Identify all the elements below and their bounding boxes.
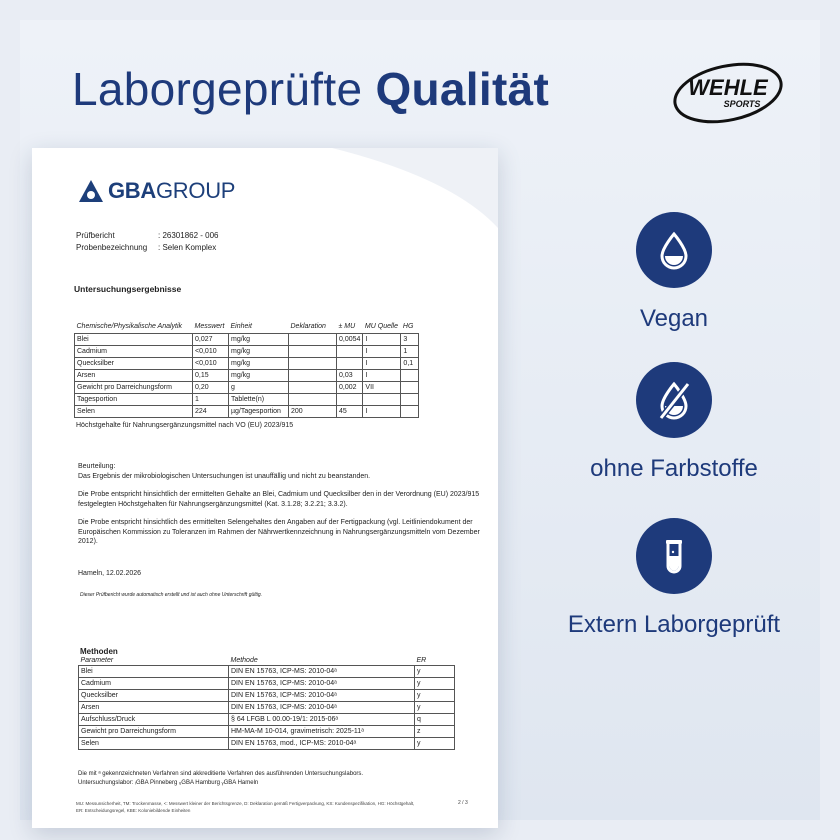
methods-cell: DIN EN 15763, ICP-MS: 2010-04ᵃ — [229, 689, 415, 701]
feature-label: ohne Farbstoffe — [590, 455, 758, 482]
wehle-sports-logo — [672, 62, 784, 124]
results-cell: 45 — [337, 405, 363, 417]
results-cell: 0,002 — [337, 381, 363, 393]
results-cell — [289, 393, 337, 405]
results-cell: mg/kg — [229, 333, 289, 345]
page-headline — [72, 62, 549, 116]
results-cell — [289, 369, 337, 381]
results-cell: 0,0054 — [337, 333, 363, 345]
results-row — [75, 345, 419, 357]
results-cell: 0,027 — [193, 333, 229, 345]
results-cell — [337, 357, 363, 369]
results-col-header: Messwert — [194, 323, 225, 331]
methods-cell: DIN EN 15763, mod., ICP-MS: 2010-04ᵃ — [229, 737, 415, 749]
methods-row — [79, 737, 455, 749]
assessment-label: Beurteilung: — [78, 463, 116, 470]
results-cell: 0,03 — [337, 369, 363, 381]
footer-line-1: Die mit ᵃ gekennzeichneten Verfahren sind akkreditierte Verfahren des ausführenden Untersuchungslabors. — [78, 771, 364, 777]
results-cell: Arsen — [75, 369, 193, 381]
footer-line-2: Untersuchungslabor: ᵢGBA Pinneberg ᵤGBA Hamburg ᵧGBA Hameln — [78, 779, 259, 786]
results-cell: <0,010 — [193, 345, 229, 357]
meta-key: Probenbezeichnung — [76, 243, 148, 252]
results-cell — [337, 393, 363, 405]
results-cell: I — [363, 369, 401, 381]
feature-label: Vegan — [639, 305, 709, 332]
results-cell: mg/kg — [229, 369, 289, 381]
results-cell: 0,20 — [193, 381, 229, 393]
results-cell — [401, 393, 419, 405]
results-col-header: ± MU — [338, 323, 356, 331]
results-col-header: Deklaration — [290, 323, 326, 331]
report-meta — [76, 230, 219, 254]
results-cell: mg/kg — [229, 345, 289, 357]
methods-heading: Methoden — [80, 647, 118, 656]
assessment-2: Die Probe entspricht hinsichtlich der ermittelten Gehalte an Blei, Cadmium und Quecksilber den in der Verordnung (EU) 2023/915 festgelegten Höchstgehalten für Nahrungsergänzungsmittel (Kat. 3.1.28; 3.2.21; 3.3.2). — [78, 491, 480, 508]
results-col-header: HG — [402, 323, 414, 331]
results-cell: 0,15 — [193, 369, 229, 381]
brand-name: WEHLE — [688, 75, 768, 100]
methods-cell: y — [415, 689, 455, 701]
methods-cell: y — [415, 701, 455, 713]
headline-regular: Laborgeprüfte — [72, 63, 376, 115]
results-cell: Selen — [75, 405, 193, 417]
results-cell: I — [363, 357, 401, 369]
feature-lab-tested — [554, 518, 794, 640]
results-cell — [337, 345, 363, 357]
no-dyes-badge — [636, 362, 712, 438]
methods-cell: DIN EN 15763, ICP-MS: 2010-04ᵃ — [229, 665, 415, 677]
methods-cell: HM-MA-M 10-014, gravimetrisch: 2025-11ᵃ — [229, 725, 415, 737]
results-cell — [401, 369, 419, 381]
meta-value: : 26301862 - 006 — [158, 231, 219, 240]
methods-row — [79, 677, 455, 689]
gba-triangle-icon — [78, 179, 104, 203]
results-cell: 3 — [401, 333, 419, 345]
assessment-1: Das Ergebnis der mikrobiologischen Untersuchungen ist unauffällig und nicht zu beanstanden. — [78, 472, 371, 480]
results-cell: Tagesportion — [75, 393, 193, 405]
auto-note: Dieser Prüfbericht wurde automatisch erstellt und ist auch ohne Unterschrift gültig. — [80, 592, 263, 598]
results-heading: Untersuchungsergebnisse — [74, 284, 182, 294]
assessment-3: Die Probe entspricht hinsichtlich des ermittelten Selengehaltes den Angaben auf der Fertigpackung (vgl. Leitliniendokument der Europäischen Kommission zu Toleranzen im Rahmen der Nährwertkennzeichnung in Nahrungsergänzungsmitteln vom Dezember 2012). — [78, 519, 480, 546]
abbreviations-footnote: MU: Messunsicherheit, TM: Trockenmasse, <: Messwert kleiner der Berichtsgrenze, D: Deklaration gemäß Fertigverpackung, KS: Kundenspezifikation, HG: Höchstgehalt, ER: Entscheidungsregel, KBE: Koloniebildende Einheiten — [76, 801, 415, 813]
methods-cell: z — [415, 725, 455, 737]
gba-logo — [78, 178, 235, 204]
methods-cell: Aufschluss/Druck — [79, 713, 229, 725]
results-cell: Cadmium — [75, 345, 193, 357]
page-number: 2 / 3 — [458, 800, 468, 806]
meta-key: Prüfbericht — [76, 231, 115, 240]
methods-col-header: Parameter — [79, 657, 229, 665]
methods-cell: Quecksilber — [79, 689, 229, 701]
methods-col-header: Methode — [229, 657, 415, 665]
results-cell: <0,010 — [193, 357, 229, 369]
test-tube-icon — [652, 534, 696, 578]
results-cell: Tablette(n) — [229, 393, 289, 405]
feature-vegan — [554, 212, 794, 334]
results-cell: g — [229, 381, 289, 393]
methods-row — [79, 701, 455, 713]
results-row — [75, 333, 419, 345]
results-cell — [401, 381, 419, 393]
results-cell: 0,1 — [401, 357, 419, 369]
methods-row — [79, 665, 455, 677]
methods-table — [78, 657, 455, 750]
methods-cell: q — [415, 713, 455, 725]
methods-cell: DIN EN 15763, ICP-MS: 2010-04ᵃ — [229, 701, 415, 713]
results-note: Höchstgehalte für Nahrungsergänzungsmittel nach VO (EU) 2023/915 — [76, 422, 294, 429]
accreditation-note — [78, 770, 363, 787]
results-cell: mg/kg — [229, 357, 289, 369]
results-cell — [363, 393, 401, 405]
vegan-badge — [636, 212, 712, 288]
drop-icon — [652, 228, 696, 272]
feature-label: Extern Laborgeprüft — [567, 611, 781, 638]
methods-cell: y — [415, 665, 455, 677]
no-color-drop-icon — [652, 378, 696, 422]
results-cell — [289, 333, 337, 345]
results-cell: 200 — [289, 405, 337, 417]
methods-cell: Selen — [79, 737, 229, 749]
results-row — [75, 405, 419, 417]
results-table — [74, 321, 419, 418]
methods-cell: Gewicht pro Darreichungsform — [79, 725, 229, 737]
wehle-logo-icon — [672, 62, 784, 124]
headline-bold: Qualität — [375, 63, 550, 115]
methods-row — [79, 689, 455, 701]
feature-no-dyes — [554, 362, 794, 484]
methods-cell: Arsen — [79, 701, 229, 713]
results-cell — [289, 381, 337, 393]
results-row — [75, 357, 419, 369]
methods-cell: DIN EN 15763, ICP-MS: 2010-04ᵃ — [229, 677, 415, 689]
results-cell: I — [363, 345, 401, 357]
results-cell — [401, 405, 419, 417]
methods-cell: § 64 LFGB L 00.00-19/1: 2015-06ᵃ — [229, 713, 415, 725]
results-cell: 224 — [193, 405, 229, 417]
methods-col-header: ER — [415, 657, 455, 665]
results-col-header: Chemische/Physikalische Analytik — [76, 323, 183, 331]
lab-tested-badge — [636, 518, 712, 594]
methods-cell: Blei — [79, 665, 229, 677]
results-cell: Quecksilber — [75, 357, 193, 369]
results-row — [75, 393, 419, 405]
results-cell: I — [363, 333, 401, 345]
methods-cell: y — [415, 677, 455, 689]
results-cell: µg/Tagesportion — [229, 405, 289, 417]
results-cell: Blei — [75, 333, 193, 345]
results-row — [75, 381, 419, 393]
methods-cell: y — [415, 737, 455, 749]
results-col-header: MU Quelle — [364, 323, 398, 331]
results-cell: I — [363, 405, 401, 417]
methods-row — [79, 713, 455, 725]
results-row — [75, 369, 419, 381]
results-cell: Gewicht pro Darreichungsform — [75, 381, 193, 393]
lab-report-document — [32, 148, 498, 828]
assessment-block — [78, 462, 498, 481]
methods-cell: Cadmium — [79, 677, 229, 689]
results-cell: 1 — [193, 393, 229, 405]
results-cell: 1 — [401, 345, 419, 357]
brand-sub: SPORTS — [723, 99, 761, 109]
results-cell — [289, 345, 337, 357]
results-cell — [289, 357, 337, 369]
gba-wordmark: GBAGROUP — [108, 178, 236, 203]
meta-value: : Selen Komplex — [158, 243, 217, 252]
results-col-header: Einheit — [230, 323, 252, 331]
methods-row — [79, 725, 455, 737]
place-date: Hameln, 12.02.2026 — [78, 570, 142, 577]
results-cell: VII — [363, 381, 401, 393]
